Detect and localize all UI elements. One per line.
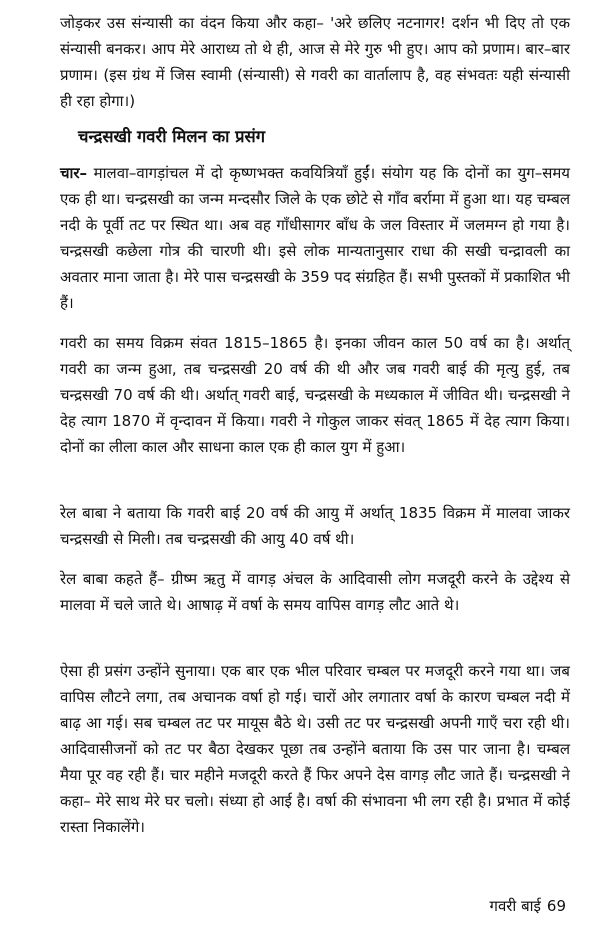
page-number: 69 xyxy=(546,897,566,915)
paragraph-incident: ऐसा ही प्रसंग उन्होंने सुनाया। एक बार एक भील परिवार चम्बल पर मजदूरी करने गया था। जब वापिस लौटने लगा, तब अचानक वर्षा हो गई। चारों ओर लगातार वर्षा के कारण चम्बल नदी में बाढ़ आ गई। सब चम्बल तट पर मायूस बैठे थे। उसी तट पर चन्द्रसखी अपनी गाएँ चरा रही थी। आदिवासीजनों को तट पर बैठा देखकर पूछा तब उन्होंने बताया कि उस पार जाना है। चम्बल मैया पूर वह रही हैं। चार महीने मजदूरी करते हैं फिर अपने देस वागड़ लौट जाते हैं। चन्द्रसखी ने कहा– मेरे साथ मेरे घर चलो। संध्या हो आई है। वर्षा की संभावना भी लग रही है। प्रभात में कोई रास्ता निकालेंगे। xyxy=(60,662,570,836)
page-footer xyxy=(490,895,566,917)
paragraph-char xyxy=(60,160,570,316)
paragraph-lead-word: चार– xyxy=(60,164,88,182)
section-heading: चन्द्रसखी गवरी मिलन का प्रसंग xyxy=(78,127,265,146)
paragraph-intro: जोड़कर उस संन्यासी का वंदन किया और कहा– 'अरे छलिए नटनागर! दर्शन भी दिए तो एक संन्यासी बनकर। आप मेरे आराध्य तो थे ही, आज से मेरे गुरु भी हुए। आप को प्रणाम। बार–बार प्रणाम। (इस ग्रंथ में जिस स्वामी (संन्यासी) से गवरी का वार्तालाप है, वह संभवतः यही संन्यासी ही रहा होगा।) xyxy=(60,14,570,110)
paragraph-char-body: मालवा–वागड़ांचल में दो कृष्णभक्त कवयित्रियाँ हुईं। संयोग यह कि दोनों का युग–समय एक ही था। चन्द्रसखी का जन्म मन्दसौर जिले के एक छोटे से गाँव बर्रामा में हुआ था। यह चम्बल नदी के पूर्वी तट पर स्थित था। अब वह गाँधीसागर बाँध के जल विस्तार में जलमग्न हो गया है। चन्द्रसखी कछेला गोत्र की चारणी थी। इसे लोक मान्यतानुसार राधा की सखी चन्द्रावली का अवतार माना जाता है। मेरे पास चन्द्रसखी के 359 पद संग्रहित हैं। सभी पुस्तकों में प्रकाशित भी हैं। xyxy=(60,164,570,312)
paragraph-rail-baba-meeting: रेल बाबा ने बताया कि गवरी बाई 20 वर्ष की आयु में अर्थात् 1835 विक्रम में मालवा जाकर चन्द्रसखी से मिली। तब चन्द्रसखी की आयु 40 वर्ष थी। xyxy=(60,504,570,548)
running-title: गवरी बाई xyxy=(489,897,541,915)
paragraph-rail-baba-says: रेल बाबा कहते हैं– ग्रीष्म ऋतु में वागड़ अंचल के आदिवासी लोग मजदूरी करने के उद्देश्य से मालवा में चले जाते थे। आषाढ़ में वर्षा के समय वापिस वागड़ लौट आते थे। xyxy=(60,570,570,614)
paragraph-gavri-time: गवरी का समय विक्रम संवत 1815–1865 है। इनका जीवन काल 50 वर्ष का है। अर्थात् गवरी का जन्म हुआ, तब चन्द्रसखी 20 वर्ष की थी और जब गवरी बाई की मृत्यु हुई, तब चन्द्रसखी 70 वर्ष की थी। अर्थात् गवरी बाई, चन्द्रसखी के मध्यकाल में जीवित थी। चन्द्रसखी ने देह त्याग 1870 में वृन्दावन में किया। गवरी ने गोकुल जाकर संवत् 1865 में देह त्याग किया। दोनों का लीला काल और साधना काल एक ही काल युग में हुआ। xyxy=(60,334,570,456)
